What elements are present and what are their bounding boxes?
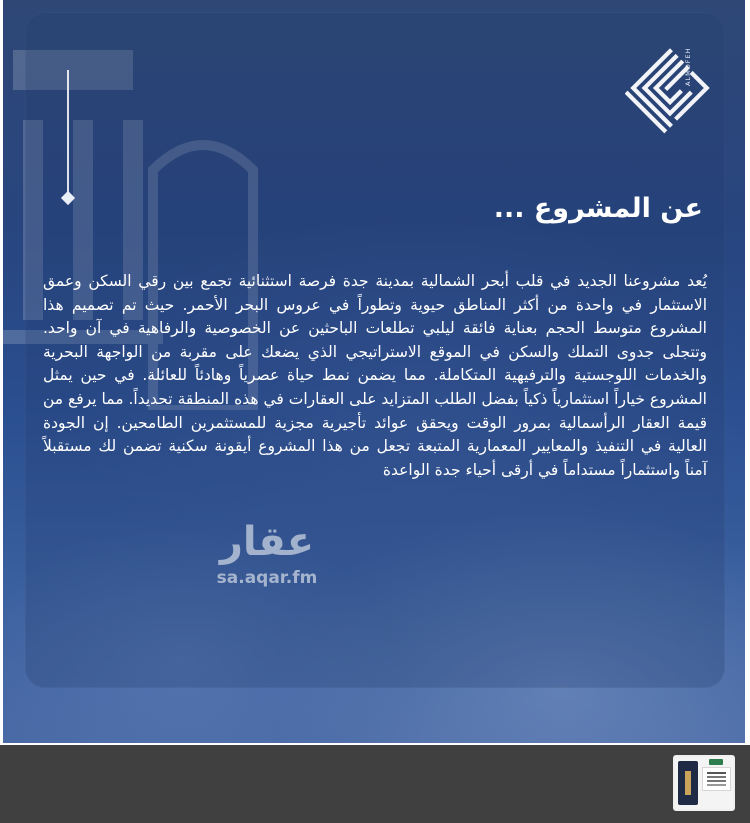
project-flyer-thumbnail-icon[interactable]	[673, 755, 735, 811]
section-title: عن المشروع ...	[493, 193, 703, 224]
watermark-url: sa.aqar.fm	[216, 568, 318, 588]
watermark-logo-text: عقار	[219, 519, 315, 565]
logo-wordmark: ALMOFEH	[684, 47, 692, 86]
thumbnail-logo-mark	[709, 759, 723, 765]
thumbnail-dark-panel	[678, 761, 698, 805]
thumbnail-text-card	[702, 767, 731, 791]
almofeh-kufic-logo-icon	[625, 42, 715, 134]
project-info-image	[3, 0, 745, 743]
project-description: يُعد مشروعنا الجديد في قلب أبحر الشمالية بمدينة جدة فرصة استثنائية تجمع بين رقي السكن وعمق الاستثمار في واحدة من أكثر المناطق حيوية وتطوراً في عروس البحر الأحمر. حيث تم تصميم هذا المشروع متوسط الحجم بعناية فائقة ليلبي تطلعات الباحثين عن الخصوصية والرفاهية في آن واحد. وتتجلى جدوى التملك والسكن في الموقع الاستراتيجي الذي يضعك على مقربة من الواجهة البحرية والخدمات اللوجستية والترفيهية المتكاملة. مما يضمن نمط حياة عصرياً وهادئاً للعائلة. في حين يمثل المشروع خياراً استثمارياً ذكياً بفضل الطلب المتزايد على العقارات في هذه المنطقة تحديداً. مما يرفع من قيمة العقار الرأسمالية بمرور الوقت ويحقق عوائد تأجيرية مجزية للمستثمرين الطامحين. إن الجودة العالية في التنفيذ والمعايير المعمارية المتبعة تجعل من هذا المشروع أيقونة سكنية تضمن لك مستقبلاً آمناً واستثماراً مستداماً في أرقى أحياء جدة الواعدة	[43, 272, 707, 479]
decorative-vertical-line	[67, 70, 69, 192]
thumbnail-strip	[0, 745, 750, 823]
